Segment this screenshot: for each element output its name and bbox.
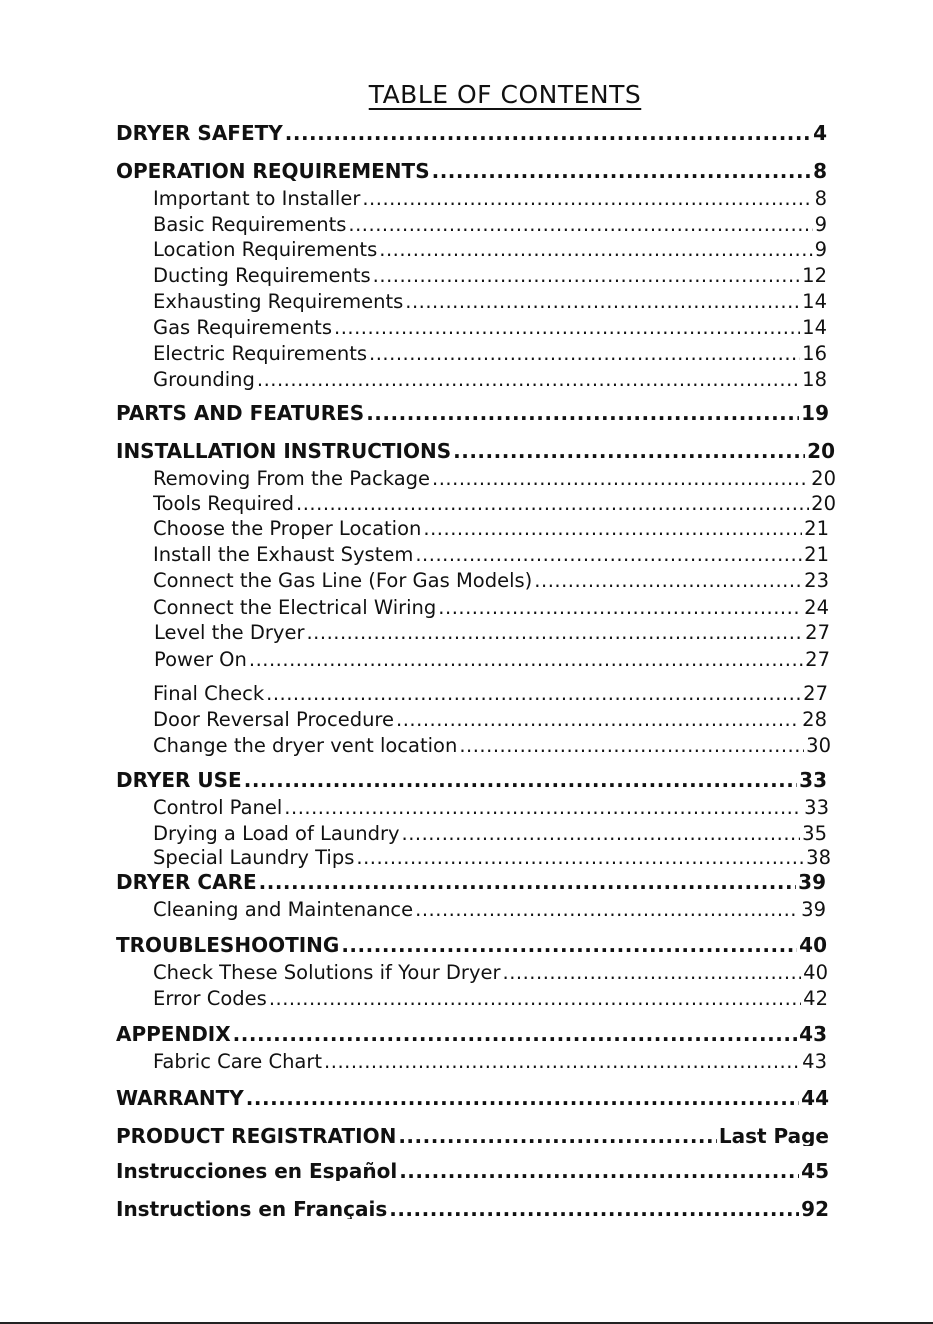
toc-entry-drying-a-load-of-laundry[interactable] xyxy=(153,824,827,844)
toc-entry-label: Tools Required xyxy=(153,494,295,514)
toc-entry-label: Removing From the Package xyxy=(153,469,431,489)
toc-entry-grounding[interactable] xyxy=(153,370,827,390)
toc-entry-page: 9 xyxy=(814,240,827,260)
toc-entry-connect-the-gas-line[interactable] xyxy=(153,571,829,591)
dot-leader xyxy=(233,1024,797,1044)
toc-entry-change-the-dryer-vent-location[interactable] xyxy=(153,736,831,756)
toc-entry-page: 45 xyxy=(801,1161,829,1181)
toc-entry-page: 8 xyxy=(814,189,827,209)
toc-entry-page: 8 xyxy=(813,161,827,181)
toc-entry-label: Error Codes xyxy=(153,989,267,1009)
toc-entry-page: 33 xyxy=(799,770,827,790)
toc-entry-page: 40 xyxy=(799,935,827,955)
toc-entry-page: 9 xyxy=(814,215,827,235)
toc-entry-page: 18 xyxy=(802,370,827,390)
toc-entry-dryer-safety[interactable] xyxy=(116,123,827,143)
toc-entry-label: Change the dryer vent location xyxy=(153,736,458,756)
toc-entry-label: Door Reversal Procedure xyxy=(153,710,395,730)
toc-entry-level-the-dryer[interactable] xyxy=(154,623,830,643)
toc-entry-page: 20 xyxy=(811,494,836,514)
toc-entry-electric-requirements[interactable] xyxy=(153,344,827,364)
toc-entry-label: Drying a Load of Laundry xyxy=(153,824,400,844)
toc-entry-error-codes[interactable] xyxy=(153,989,828,1009)
toc-entry-install-the-exhaust-system[interactable] xyxy=(153,545,829,565)
dot-leader xyxy=(534,571,802,591)
dot-leader xyxy=(257,370,800,390)
dot-leader xyxy=(453,441,805,461)
dot-leader xyxy=(334,318,800,338)
toc-entry-label: Final Check xyxy=(153,684,265,704)
toc-entry-label: Grounding xyxy=(153,370,255,390)
toc-entry-power-on[interactable] xyxy=(154,650,830,670)
toc-entry-page: 30 xyxy=(806,736,831,756)
toc-entry-tools-required[interactable] xyxy=(153,494,836,514)
dot-leader xyxy=(244,770,797,790)
toc-entry-label: Ducting Requirements xyxy=(153,266,371,286)
dot-leader xyxy=(503,963,802,983)
toc-entry-label: Instructions en Français xyxy=(116,1199,388,1219)
toc-entry-label: Location Requirements xyxy=(153,240,378,260)
toc-entry-page: 43 xyxy=(799,1024,827,1044)
toc-entry-label: DRYER USE xyxy=(116,770,242,790)
toc-entry-removing-from-the-package[interactable] xyxy=(153,469,836,489)
toc-entry-installation-instructions[interactable] xyxy=(116,441,835,461)
toc-entry-connect-the-electrical-wiring[interactable] xyxy=(153,598,829,618)
dot-leader xyxy=(356,848,804,868)
toc-entry-basic-requirements[interactable] xyxy=(153,215,827,235)
dot-leader xyxy=(379,240,812,260)
dot-leader xyxy=(423,519,802,539)
toc-entry-label: INSTALLATION INSTRUCTIONS xyxy=(116,441,452,461)
toc-entry-operation-requirements[interactable] xyxy=(116,161,827,181)
toc-entry-page: 39 xyxy=(801,900,826,920)
toc-entry-label: Fabric Care Chart xyxy=(153,1052,323,1072)
toc-entry-label: Basic Requirements xyxy=(153,215,347,235)
toc-entry-label: Instrucciones en Español xyxy=(116,1161,398,1181)
dot-leader xyxy=(341,935,797,955)
dot-leader xyxy=(396,710,800,730)
dot-leader xyxy=(285,123,811,143)
dot-leader xyxy=(402,824,801,844)
toc-entry-page: 14 xyxy=(802,292,827,312)
toc-entry-label: DRYER CARE xyxy=(116,872,257,892)
toc-entry-label: TROUBLESHOOTING xyxy=(116,935,340,955)
dot-leader xyxy=(249,650,803,670)
toc-entry-page: 20 xyxy=(807,441,835,461)
toc-entry-instrucciones-en-espanol[interactable] xyxy=(116,1161,829,1181)
toc-entry-label: Level the Dryer xyxy=(154,623,305,643)
toc-entry-instructions-en-francais[interactable] xyxy=(116,1199,829,1219)
toc-entry-exhausting-requirements[interactable] xyxy=(153,292,827,312)
dot-leader xyxy=(284,798,802,818)
dot-leader xyxy=(398,1126,717,1146)
toc-entry-page: 44 xyxy=(801,1088,829,1108)
toc-entry-label: APPENDIX xyxy=(116,1024,231,1044)
toc-entry-label: DRYER SAFETY xyxy=(116,123,283,143)
toc-entry-page: 43 xyxy=(802,1052,827,1072)
toc-entry-label: OPERATION REQUIREMENTS xyxy=(116,161,430,181)
dot-leader xyxy=(366,403,799,423)
toc-entry-warranty[interactable] xyxy=(116,1088,829,1108)
toc-entry-page: 21 xyxy=(804,519,829,539)
toc-entry-dryer-care[interactable] xyxy=(116,872,826,892)
toc-entry-door-reversal-procedure[interactable] xyxy=(153,710,827,730)
toc-entry-page: 38 xyxy=(806,848,831,868)
toc-entry-appendix[interactable] xyxy=(116,1024,827,1044)
toc-entry-important-to-installer[interactable] xyxy=(153,189,827,209)
toc-entry-page: 4 xyxy=(813,123,827,143)
toc-entry-page: 21 xyxy=(804,545,829,565)
toc-entry-page: 42 xyxy=(803,989,828,1009)
toc-entry-page: 28 xyxy=(802,710,827,730)
toc-entry-page: 39 xyxy=(798,872,826,892)
toc-entry-label: Gas Requirements xyxy=(153,318,332,338)
toc-entry-label: WARRANTY xyxy=(116,1088,244,1108)
dot-leader xyxy=(246,1088,799,1108)
toc-entry-dryer-use[interactable] xyxy=(116,770,827,790)
toc-entry-page: Last Page xyxy=(718,1126,829,1146)
dot-leader xyxy=(306,623,803,643)
toc-entry-page: 27 xyxy=(803,684,828,704)
dot-leader xyxy=(296,494,809,514)
dot-leader xyxy=(438,598,802,618)
dot-leader xyxy=(324,1052,800,1072)
toc-entry-location-requirements[interactable] xyxy=(153,240,827,260)
dot-leader xyxy=(373,266,801,286)
toc-entry-page: 33 xyxy=(804,798,829,818)
toc-entry-label: Install the Exhaust System xyxy=(153,545,414,565)
toc-entry-label: Choose the Proper Location xyxy=(153,519,422,539)
toc-entry-label: Control Panel xyxy=(153,798,283,818)
toc-entry-label: Exhausting Requirements xyxy=(153,292,404,312)
toc-entry-product-registration[interactable] xyxy=(116,1126,829,1146)
dot-leader xyxy=(459,736,804,756)
toc-entry-page: 16 xyxy=(802,344,827,364)
toc-entry-final-check[interactable] xyxy=(153,684,828,704)
toc-entry-label: Electric Requirements xyxy=(153,344,368,364)
toc-entry-label: Connect the Electrical Wiring xyxy=(153,598,437,618)
toc-entry-page: 27 xyxy=(805,623,830,643)
toc-entry-special-laundry-tips[interactable] xyxy=(153,848,831,868)
toc-entry-page: 24 xyxy=(804,598,829,618)
dot-leader xyxy=(415,900,799,920)
toc-entry-page: 92 xyxy=(801,1199,829,1219)
toc-entry-page: 20 xyxy=(811,469,836,489)
toc-entry-cleaning-and-maintenance[interactable] xyxy=(153,900,826,920)
dot-leader xyxy=(405,292,800,312)
dot-leader xyxy=(369,344,800,364)
toc-entry-check-these-solutions[interactable] xyxy=(153,963,828,983)
toc-entry-troubleshooting[interactable] xyxy=(116,935,827,955)
toc-entry-page: 40 xyxy=(803,963,828,983)
toc-entry-label: PARTS AND FEATURES xyxy=(116,403,365,423)
dot-leader xyxy=(362,189,812,209)
toc-entry-page: 35 xyxy=(802,824,827,844)
toc-entry-ducting-requirements[interactable] xyxy=(153,266,827,286)
dot-leader xyxy=(259,872,797,892)
toc-entry-choose-the-proper-location[interactable] xyxy=(153,519,829,539)
toc-entry-parts-and-features[interactable] xyxy=(116,403,829,423)
dot-leader xyxy=(266,684,801,704)
toc-entry-page: 19 xyxy=(801,403,829,423)
dot-leader xyxy=(415,545,802,565)
dot-leader xyxy=(432,469,809,489)
toc-entry-label: Special Laundry Tips xyxy=(153,848,355,868)
toc-entry-fabric-care-chart[interactable] xyxy=(153,1052,827,1072)
toc-entry-label: PRODUCT REGISTRATION xyxy=(116,1126,397,1146)
toc-entry-gas-requirements[interactable] xyxy=(153,318,827,338)
dot-leader xyxy=(348,215,812,235)
toc-entry-label: Cleaning and Maintenance xyxy=(153,900,414,920)
toc-entry-label: Power On xyxy=(154,650,247,670)
toc-entry-page: 27 xyxy=(805,650,830,670)
toc-entry-page: 23 xyxy=(804,571,829,591)
toc-entry-page: 12 xyxy=(802,266,827,286)
toc-entry-label: Connect the Gas Line (For Gas Models) xyxy=(153,571,533,591)
toc-entry-page: 14 xyxy=(802,318,827,338)
page-title: TABLE OF CONTENTS xyxy=(368,80,642,109)
dot-leader xyxy=(432,161,811,181)
toc-entry-control-panel[interactable] xyxy=(153,798,829,818)
dot-leader xyxy=(399,1161,799,1181)
toc-entry-label: Check These Solutions if Your Dryer xyxy=(153,963,501,983)
toc-entry-label: Important to Installer xyxy=(153,189,361,209)
dot-leader xyxy=(269,989,801,1009)
dot-leader xyxy=(389,1199,799,1219)
